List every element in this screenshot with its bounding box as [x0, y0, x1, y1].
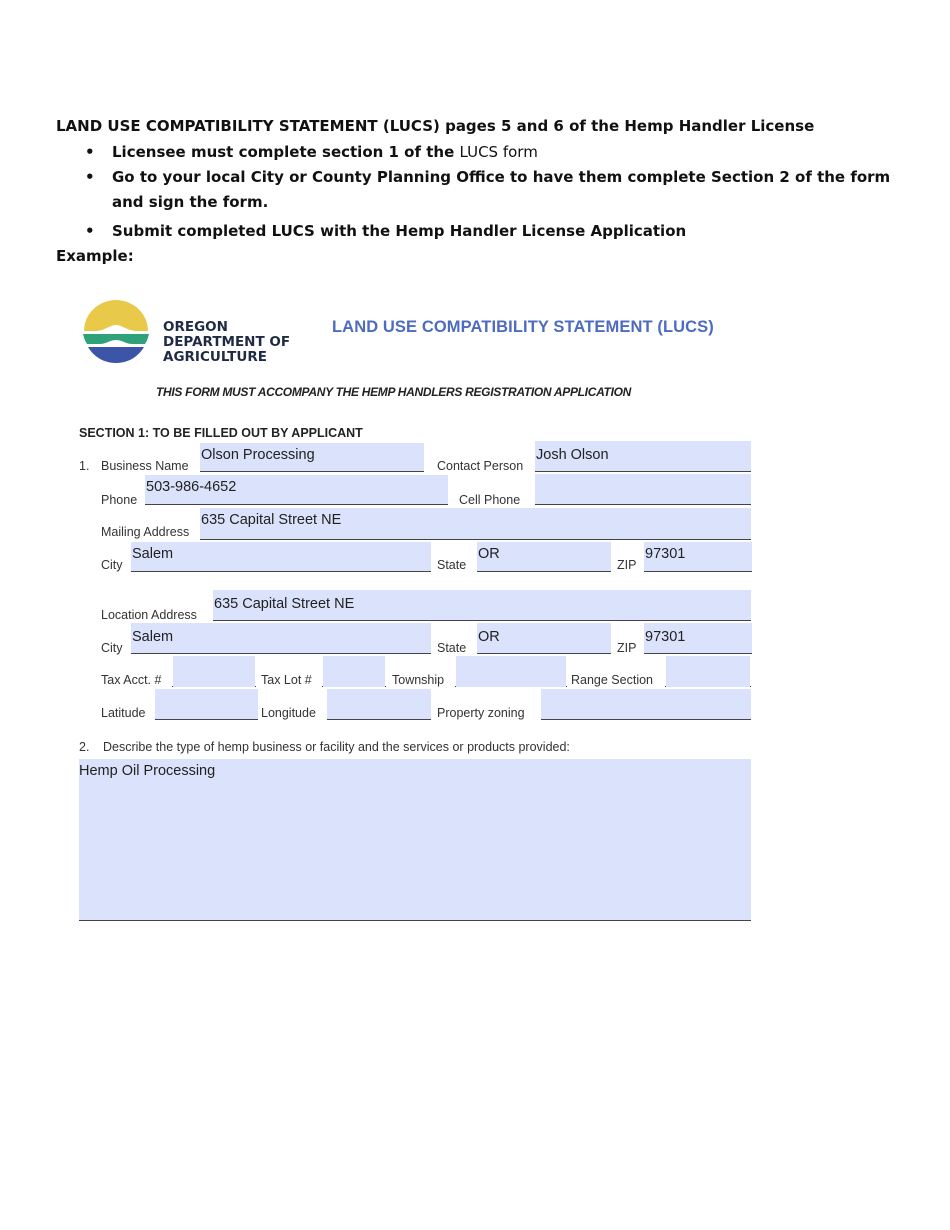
location-zip-label: ZIP — [617, 641, 637, 655]
tax-acct-label: Tax Acct. # — [101, 673, 162, 687]
location-city-field[interactable]: Salem — [131, 623, 431, 654]
mailing-address-label: Mailing Address — [101, 525, 190, 539]
mailing-city-label: City — [101, 558, 123, 572]
location-address-field[interactable]: 635 Capital Street NE — [213, 590, 751, 621]
range-section-field[interactable] — [666, 656, 750, 687]
instructions — [56, 116, 916, 266]
business-name-label: Business Name — [101, 459, 189, 473]
item-2-prompt: Describe the type of hemp business or facility and the services or products provided: — [103, 740, 570, 754]
contact-person-label: Contact Person — [437, 459, 524, 473]
tax-acct-field[interactable] — [173, 656, 255, 687]
instructions-title: LAND USE COMPATIBILITY STATEMENT (LUCS) pages 5 and 6 of the Hemp Handler License — [56, 117, 815, 135]
cell-phone-field[interactable] — [535, 474, 751, 505]
longitude-field[interactable] — [327, 689, 431, 720]
list-item: • Submit completed LUCS with the Hemp Handler License Application — [56, 219, 916, 244]
bullet-icon: • — [85, 222, 95, 240]
oda-logo-icon — [82, 300, 150, 364]
property-zoning-field[interactable] — [541, 689, 751, 720]
location-state-label: State — [437, 641, 467, 655]
item-1-number: 1. — [79, 459, 90, 473]
list-item: • Go to your local City or County Planning Office to have them complete Section 2 of the form and sign the form. — [56, 165, 916, 215]
mailing-city-field[interactable]: Salem — [131, 542, 431, 572]
cell-phone-label: Cell Phone — [459, 493, 521, 507]
mailing-state-label: State — [437, 558, 467, 572]
tax-lot-field[interactable] — [323, 656, 385, 687]
contact-person-field[interactable]: Josh Olson — [535, 441, 751, 472]
instructions-list — [56, 140, 916, 244]
form-notice: THIS FORM MUST ACCOMPANY THE HEMP HANDLERS REGISTRATION APPLICATION — [156, 385, 632, 399]
phone-field[interactable]: 503-986-4652 — [145, 475, 448, 505]
form-title: LAND USE COMPATIBILITY STATEMENT (LUCS) — [332, 318, 714, 336]
mailing-zip-label: ZIP — [617, 558, 637, 572]
bullet-icon: • — [85, 143, 95, 161]
bullet-icon: • — [85, 168, 95, 186]
latitude-label: Latitude — [101, 706, 146, 720]
phone-label: Phone — [101, 493, 138, 507]
org-name: OREGON DEPARTMENT OF AGRICULTURE — [163, 319, 291, 365]
example-label: Example: — [56, 247, 134, 265]
business-name-field[interactable]: Olson Processing — [200, 443, 424, 472]
range-section-label: Range Section — [571, 673, 654, 687]
longitude-label: Longitude — [261, 706, 316, 720]
mailing-zip-field[interactable]: 97301 — [644, 542, 752, 572]
location-address-label: Location Address — [101, 608, 197, 622]
list-item: • Licensee must complete section 1 of the LUCS form — [56, 140, 916, 165]
mailing-address-field[interactable]: 635 Capital Street NE — [200, 508, 751, 540]
location-zip-field[interactable]: 97301 — [644, 623, 752, 654]
location-city-label: City — [101, 641, 123, 655]
latitude-field[interactable] — [155, 689, 258, 720]
property-zoning-label: Property zoning — [437, 706, 525, 720]
item-2-number: 2. — [79, 740, 90, 754]
tax-lot-label: Tax Lot # — [261, 673, 312, 687]
township-label: Township — [392, 673, 445, 687]
business-description-field[interactable]: Hemp Oil Processing — [79, 759, 751, 921]
mailing-state-field[interactable]: OR — [477, 542, 611, 572]
location-state-field[interactable]: OR — [477, 623, 611, 654]
section-1-title: SECTION 1: TO BE FILLED OUT BY APPLICANT — [79, 426, 363, 440]
township-field[interactable] — [456, 656, 566, 687]
